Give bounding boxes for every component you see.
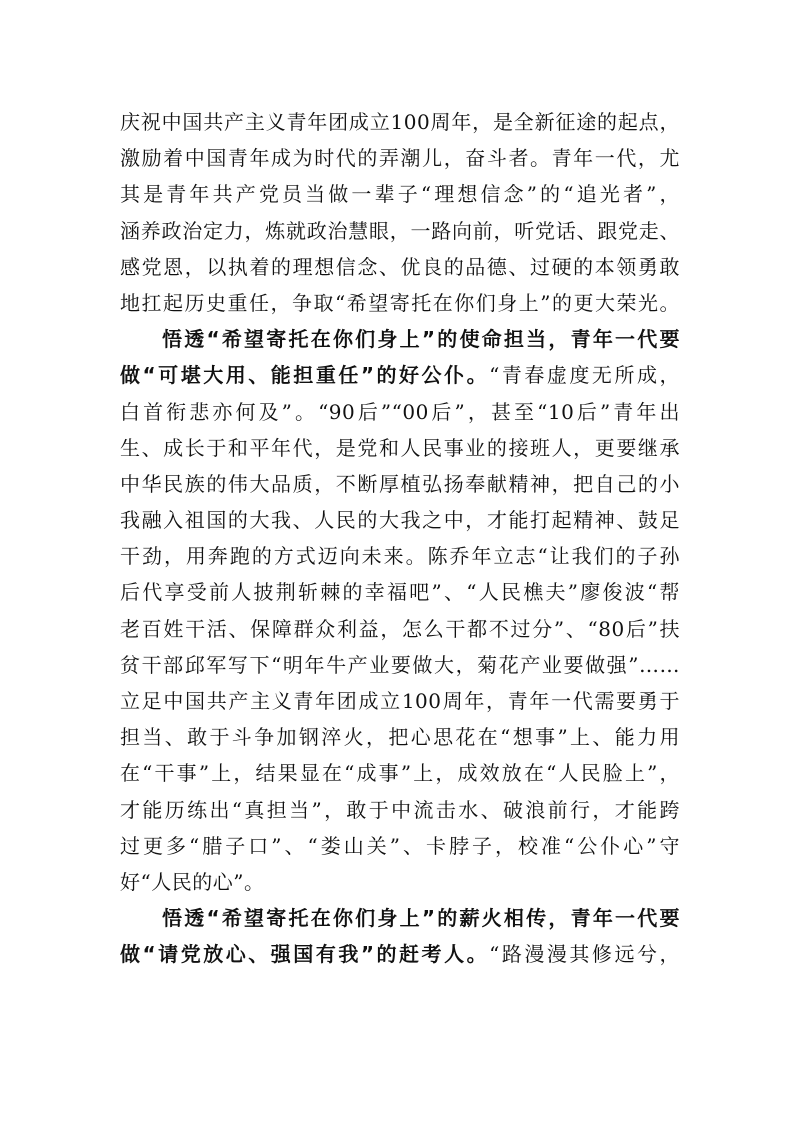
paragraph-3 (120, 900, 680, 972)
text-line: 中华民族的伟大品质，不断厚植弘扬奉献精神，把自己的小 (120, 471, 680, 496)
text-line: 好“人民的心”。 (120, 869, 265, 894)
document-body (120, 104, 680, 973)
text-line: 地扛起历史重任，争取“希望寄托在你们身上”的更大荣光。 (120, 290, 680, 315)
heading-line (120, 321, 680, 357)
text-line: 庆祝中国共产主义青年团成立100周年，是全新征途的起点， (120, 110, 680, 134)
text-line: 在“干事”上，结果显在“成事”上，成效放在“人民脸上”， (120, 761, 680, 786)
heading-line (120, 900, 680, 936)
text-line: 干劲，用奔跑的方式迈向未来。陈乔年立志“让我们的子孙 (120, 544, 680, 569)
bold-lead-text: 悟透“希望寄托在你们身上”的使命担当，青年一代要 (162, 327, 680, 352)
text-line: 担当、敢于斗争加钢淬火，把心思花在“想事”上、能力用 (120, 725, 680, 750)
text-line: 后代享受前人披荆斩棘的幸福吧”、“人民樵夫”廖俊波“帮 (120, 580, 680, 605)
heading-line (120, 357, 680, 393)
bold-lead-text: 悟透“希望寄托在你们身上”的薪火相传，青年一代要 (162, 906, 680, 931)
text-run: “路漫漫其修远兮， (489, 942, 680, 967)
text-line: 感党恩，以执着的理想信念、优良的品德、过硬的本领勇敢 (120, 254, 680, 279)
text-line: 老百姓干活、保障群众利益，怎么干都不过分”、“80后”扶 (120, 616, 680, 641)
bold-lead-text: 做“可堪大用、能担重任”的好公仆。 (120, 363, 490, 388)
paragraph-2 (120, 321, 680, 900)
text-line: 我融入祖国的大我、人民的大我之中，才能打起精神、鼓足 (120, 508, 680, 533)
heading-line (120, 936, 680, 972)
text-run: “青春虚度无所成， (489, 363, 680, 388)
text-line: 贫干部邱军写下“明年牛产业要做大，菊花产业要做强”…… (120, 652, 680, 677)
text-line: 生、成长于和平年代，是党和人民事业的接班人，更要继承 (120, 435, 680, 460)
text-line: 其是青年共产党员当做一辈子“理想信念”的“追光者”， (120, 182, 680, 207)
text-line: 过更多“腊子口”、“娄山关”、卡脖子，校准“公仆心”守 (120, 833, 680, 858)
text-line: 立足中国共产主义青年团成立100周年，青年一代需要勇于 (120, 689, 680, 713)
text-line: 涵养政治定力，炼就政治慧眼，一路向前，听党话、跟党走、 (120, 218, 680, 243)
text-line: 白首衔悲亦何及”。“90后”“00后”，甚至“10后”青年出 (120, 399, 680, 424)
paragraph-1 (120, 104, 680, 321)
text-line: 才能历练出“真担当”，敢于中流击水、破浪前行，才能跨 (120, 797, 680, 822)
text-line: 激励着中国青年成为时代的弄潮儿，奋斗者。青年一代，尤 (120, 146, 680, 171)
bold-lead-text: 做“请党放心、强国有我”的赶考人。 (120, 942, 490, 967)
